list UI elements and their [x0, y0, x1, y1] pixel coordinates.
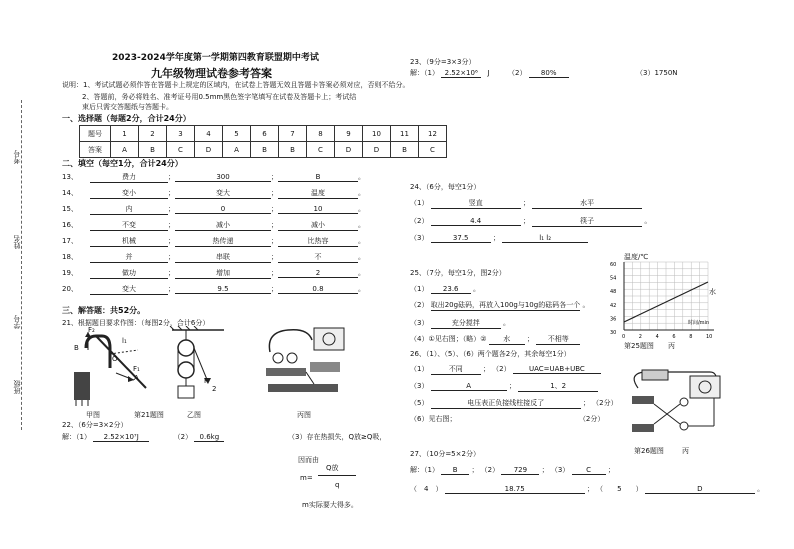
question-number: 13、 [62, 173, 78, 181]
answer-key-title: 九年级物理试卷参考答案 [151, 67, 272, 80]
label-f2: F₂ [88, 326, 95, 334]
x-tick-label: 4 [655, 334, 659, 340]
table-cell: 5 [223, 126, 251, 142]
end-mark: 。 [358, 173, 365, 181]
sep: ； [586, 485, 594, 493]
side-label-name: 姓名 [13, 235, 21, 249]
fill-row [62, 268, 365, 279]
fraction-bar [318, 475, 356, 476]
q27-part4-label: （ 4 ） [410, 485, 443, 493]
x-tick-label: 2 [638, 334, 642, 340]
q27-part3-label: （3） [550, 466, 570, 474]
label-f-pulley: F [204, 377, 209, 385]
sep: ； [541, 466, 549, 474]
blank-answer: 变大 [90, 284, 168, 295]
side-label-class: 班级 [13, 380, 21, 394]
label-f1: F₁ [133, 365, 140, 373]
label-o: O [112, 355, 118, 363]
sep: ； [492, 234, 500, 242]
label-l1: l₁ [122, 337, 127, 345]
q26-sub: 丙 [682, 447, 689, 455]
table-cell: 4 [195, 126, 223, 142]
end-mark: 。 [358, 285, 365, 293]
x-tick-label: 8 [689, 334, 693, 340]
blank-answer: 10 [278, 205, 358, 214]
q24-r2-b: 筷子 [532, 216, 642, 227]
q22-answer-2: 0.6kg [194, 433, 224, 442]
q27-answer-5: D [645, 485, 755, 494]
q22-conclusion: m实际要大得多。 [302, 501, 358, 509]
table-cell: 11 [391, 126, 419, 142]
blank-answer: 不变 [90, 220, 168, 231]
q24-r2-a: 4.4 [431, 217, 521, 226]
sep: ； [168, 205, 175, 213]
sep: ； [271, 253, 278, 261]
table-cell: C [307, 142, 335, 158]
q26-row-1 [410, 364, 601, 375]
q25-temperature-graph [608, 258, 718, 340]
q26-r3-label: （3） [410, 382, 429, 390]
choice-answer-table [79, 125, 447, 158]
table-row-numbers [80, 126, 447, 142]
end-mark: 。 [502, 319, 510, 327]
blank-answer: 0.8 [278, 285, 358, 294]
question-number: 16、 [62, 221, 78, 229]
q23-answer-3: （3）1750N [636, 69, 678, 77]
q26-r1-a: 不同 [431, 364, 481, 375]
q26-r5-a: 电压表正负接线柱接反了 [431, 398, 581, 409]
q24-header: 24、（6分，每空1分） [410, 183, 481, 191]
q27-header: 27、（10分=5×2分） [410, 450, 480, 458]
blank-answer: 9.5 [175, 285, 271, 294]
blank-answer: 内 [90, 204, 168, 215]
table-cell: A [111, 142, 139, 158]
label-f-sub: 2 [212, 385, 217, 393]
q22-prefix: 解：（1） [62, 433, 91, 441]
end-mark: 。 [582, 301, 590, 309]
question-number: 15、 [62, 205, 78, 213]
q24-r2-label: （2） [410, 217, 429, 225]
q22-m-equals: m= [300, 474, 313, 482]
blank-answer: 减小 [175, 220, 271, 231]
q26-r6-label: （6）见右图； [410, 415, 457, 423]
sep: ； [271, 285, 278, 293]
end-mark: 。 [644, 217, 652, 225]
sep: ； [271, 189, 278, 197]
blank-answer: 做功 [90, 268, 168, 279]
q26-r5-points: （2分） [592, 399, 618, 407]
label-b-point: B [74, 344, 79, 352]
note-line-2: 2、答题前，务必将姓名、准考证号用0.5mm黑色签字笔填写在试卷及答题卡上；考试结 [82, 93, 357, 101]
q25-row-1 [410, 284, 480, 294]
table-cell: 8 [307, 126, 335, 142]
section1-title: 一、选择题（每题2分，合计24分） [62, 114, 191, 123]
sep: ； [522, 217, 530, 225]
table-cell: 2 [139, 126, 167, 142]
q26-header: 26、（1）、（5）、（6）两个题各2分，其余每空1分） [410, 350, 571, 358]
q26-r2-label: （2） [492, 365, 511, 373]
blank-answer: 0 [175, 205, 271, 214]
q23-solution [410, 68, 569, 78]
label-a-point: A [134, 374, 139, 382]
fig21-yi-pulley [168, 326, 228, 406]
q23-header: 23、（9分=3×3分） [410, 58, 476, 66]
q27-answer-3: C [572, 466, 606, 475]
blank-answer: 增加 [175, 268, 271, 279]
blank-answer: 不 [278, 252, 358, 263]
y-tick-label: 36 [610, 316, 617, 323]
sep: ； [168, 269, 175, 277]
table-cell: B [279, 142, 307, 158]
fig21-jia-lever [66, 328, 156, 408]
sep: ； [168, 253, 175, 261]
q25-row-2 [410, 300, 589, 311]
blank-answer: 热传递 [175, 236, 271, 247]
end-mark: 。 [358, 269, 365, 277]
side-label-student-no: 学号 [13, 315, 21, 329]
q27-prefix: 解：（1） [410, 466, 439, 474]
end-mark: 。 [358, 253, 365, 261]
q25-r3-a: 充分搅拌 [431, 318, 501, 329]
table-cell: 6 [251, 126, 279, 142]
x-tick-label: 0 [622, 334, 626, 340]
q22-answer-1: 2.52×10⁷J [93, 433, 149, 442]
q23-answer-1: 2.52×10⁶ [441, 69, 481, 78]
blank-answer: B [278, 173, 358, 182]
q26-caption: 第26题图 [634, 447, 664, 455]
q26-r3-a: A [431, 382, 507, 391]
series-label-water: 水 [709, 288, 716, 296]
end-mark: 。 [757, 485, 765, 493]
q25-r4-a: 水 [489, 334, 525, 345]
q23-unit: J [487, 69, 490, 77]
question-number: 19、 [62, 269, 78, 277]
blank-answer: 变大 [175, 188, 271, 199]
q25-r4-label: （4）①见右图；（略）② [410, 335, 487, 343]
blank-answer: 费力 [90, 172, 168, 183]
table-cell: 3 [167, 126, 195, 142]
graph-xlabel: 时间/min [688, 320, 710, 326]
sep: ； [168, 285, 175, 293]
table-cell: B [251, 142, 279, 158]
q24-r1-label: （1） [410, 199, 429, 207]
q24-row-2 [410, 216, 651, 227]
table-cell: C [167, 142, 195, 158]
sep: ； [471, 466, 479, 474]
sep: ； [168, 173, 175, 181]
q25-header: 25、（7分，每空1分，图2分） [410, 269, 506, 277]
y-tick-label: 42 [610, 302, 617, 309]
sep: ； [271, 269, 278, 277]
blank-answer: 变小 [90, 188, 168, 199]
x-tick-label: 10 [706, 334, 713, 340]
q26-row-5 [410, 398, 618, 409]
q25-r1-a: 23.6 [431, 285, 471, 294]
fill-row [62, 284, 365, 295]
q22-part2-label: （2） [173, 433, 193, 441]
q23-answer-2: 80% [529, 69, 569, 78]
end-mark: 。 [358, 205, 365, 213]
x-ticks [622, 334, 712, 340]
q25-sub: 丙 [668, 342, 675, 350]
q24-r1-a: 竖直 [431, 198, 521, 209]
blank-answer: 300 [175, 173, 271, 182]
y-tick-label: 30 [610, 330, 617, 336]
q27-part2-label: （2） [480, 466, 500, 474]
sep: ； [168, 221, 175, 229]
q24-r3-a: 37.5 [431, 234, 491, 243]
fig-jia-caption: 甲图 [86, 411, 100, 419]
sep: ； [271, 237, 278, 245]
q22-because: 因而由 [298, 456, 319, 464]
sep: ； [607, 466, 615, 474]
section3-title: 三、解答题：共52分。 [62, 306, 146, 315]
table-cell: D [335, 142, 363, 158]
blank-answer: 减小 [278, 220, 358, 231]
q27-answer-1: B [441, 466, 469, 475]
fig-bing-caption: 丙图 [297, 411, 311, 419]
blank-answer: 并 [90, 252, 168, 263]
q26-r5-label: （5） [410, 399, 429, 407]
question-number: 14、 [62, 189, 78, 197]
table-cell: B [139, 142, 167, 158]
y-tick-label: 48 [610, 289, 617, 296]
blank-answer: 比热容 [278, 236, 358, 247]
sep: ； [508, 382, 516, 390]
table-label-question: 题号 [80, 126, 111, 142]
q25-r4-b: 不相等 [536, 334, 580, 345]
q21-prompt: 21、根据题目要求作图：（每图2分，合计6分） [62, 319, 210, 327]
fill-row [62, 252, 365, 263]
fill-row [62, 236, 365, 247]
table-cell: 1 [111, 126, 139, 142]
fig21-bing-circuit [258, 322, 354, 402]
sep: ； [271, 205, 278, 213]
note-line-3: 束后只需交答题纸与答题卡。 [82, 103, 173, 111]
fig-yi-caption: 乙图 [187, 411, 201, 419]
q27-answer-2: 729 [501, 466, 539, 475]
q24-row-1 [410, 198, 642, 209]
sep: ； [482, 365, 490, 373]
q26-circuit-figure [624, 366, 724, 442]
y-tick-label: 54 [610, 275, 617, 282]
q25-r2-a: 取出20g砝码，再放入100g与10g的砝码各一个 [430, 301, 581, 309]
fill-row [62, 220, 365, 231]
q22-part3: （3）存在热损失，Q放≥Q吸， [288, 433, 387, 441]
blank-answer: 温度 [278, 188, 358, 199]
table-cell: 12 [419, 126, 447, 142]
sep: ； [271, 173, 278, 181]
sep: ； [582, 399, 590, 407]
q24-row-3 [410, 233, 588, 243]
q25-row-4 [410, 334, 580, 345]
end-mark: 。 [472, 285, 480, 293]
q23-prefix: 解：（1） [410, 69, 439, 77]
fill-row [62, 172, 365, 183]
sep: ； [522, 199, 530, 207]
sep: ； [526, 335, 534, 343]
graph-ylabel: 温度/℃ [624, 253, 649, 261]
q25-r2-label: （2） [410, 301, 429, 309]
sep: ； [168, 189, 175, 197]
table-label-answer: 答案 [80, 142, 111, 158]
q27-answer-4: 18.75 [445, 485, 585, 494]
end-mark: 。 [358, 221, 365, 229]
q24-r1-b: 水平 [532, 198, 642, 209]
table-cell: B [391, 142, 419, 158]
q26-r1-label: （1） [410, 365, 429, 373]
q22-numerator: Q放 [326, 464, 339, 472]
q25-r1-label: （1） [410, 285, 429, 293]
table-cell: C [419, 142, 447, 158]
q22-header: 22、（6分=3×2分） [62, 421, 128, 429]
table-cell: D [363, 142, 391, 158]
q23-part2-label: （2） [507, 69, 527, 77]
blank-answer: 串联 [175, 252, 271, 263]
y-tick-label: 60 [610, 262, 617, 268]
end-mark: 。 [358, 237, 365, 245]
y-ticks [610, 262, 616, 336]
fill-row [62, 188, 365, 199]
fig21-caption: 第21题图 [134, 411, 164, 419]
q25-r3-label: （3） [410, 319, 429, 327]
q26-r3-b: 1、2 [518, 381, 598, 392]
question-number: 18、 [62, 253, 78, 261]
q27-row-1 [410, 465, 615, 475]
sep: ； [168, 237, 175, 245]
blank-answer: 机械 [90, 236, 168, 247]
q22-sol-1 [62, 432, 224, 442]
table-cell: A [223, 142, 251, 158]
question-number: 20、 [62, 285, 78, 293]
q24-r3-label: （3） [410, 234, 429, 242]
table-row-answers [80, 142, 447, 158]
q27-row-2 [410, 484, 764, 494]
q26-row-3 [410, 381, 598, 392]
q26-row-6 [410, 414, 604, 424]
question-number: 17、 [62, 237, 78, 245]
exam-title: 2023-2024学年度第一学期第四教育联盟期中考试 [112, 53, 319, 63]
sep: ； [271, 221, 278, 229]
end-mark: 。 [358, 189, 365, 197]
table-cell: 10 [363, 126, 391, 142]
blank-answer: 2 [278, 269, 358, 278]
table-cell: 7 [279, 126, 307, 142]
x-tick-label: 6 [672, 334, 676, 340]
note-line-1: 说明：1、考试试题必须作答在答题卡上规定的区域内，在试卷上答题无效且答题卡答案必须对应，否则不给分。 [62, 81, 410, 89]
q27-part5-label: （ 5 ） [596, 485, 643, 493]
table-cell: 9 [335, 126, 363, 142]
q25-row-3 [410, 318, 510, 329]
q22-denominator: q [335, 481, 340, 489]
side-label-exam-no: 考号 [13, 150, 21, 164]
binding-labels [6, 140, 28, 400]
fill-row [62, 204, 365, 215]
section2-title: 二、填空（每空1分，合计24分） [62, 159, 183, 168]
table-cell: D [195, 142, 223, 158]
q26-r6-points: （2分） [578, 415, 605, 423]
q26-r2-a: UAC=UAB+UBC [513, 365, 601, 374]
q25-caption: 第25题图 [624, 342, 654, 350]
q24-r3-b: l₁ l₂ [502, 234, 588, 243]
